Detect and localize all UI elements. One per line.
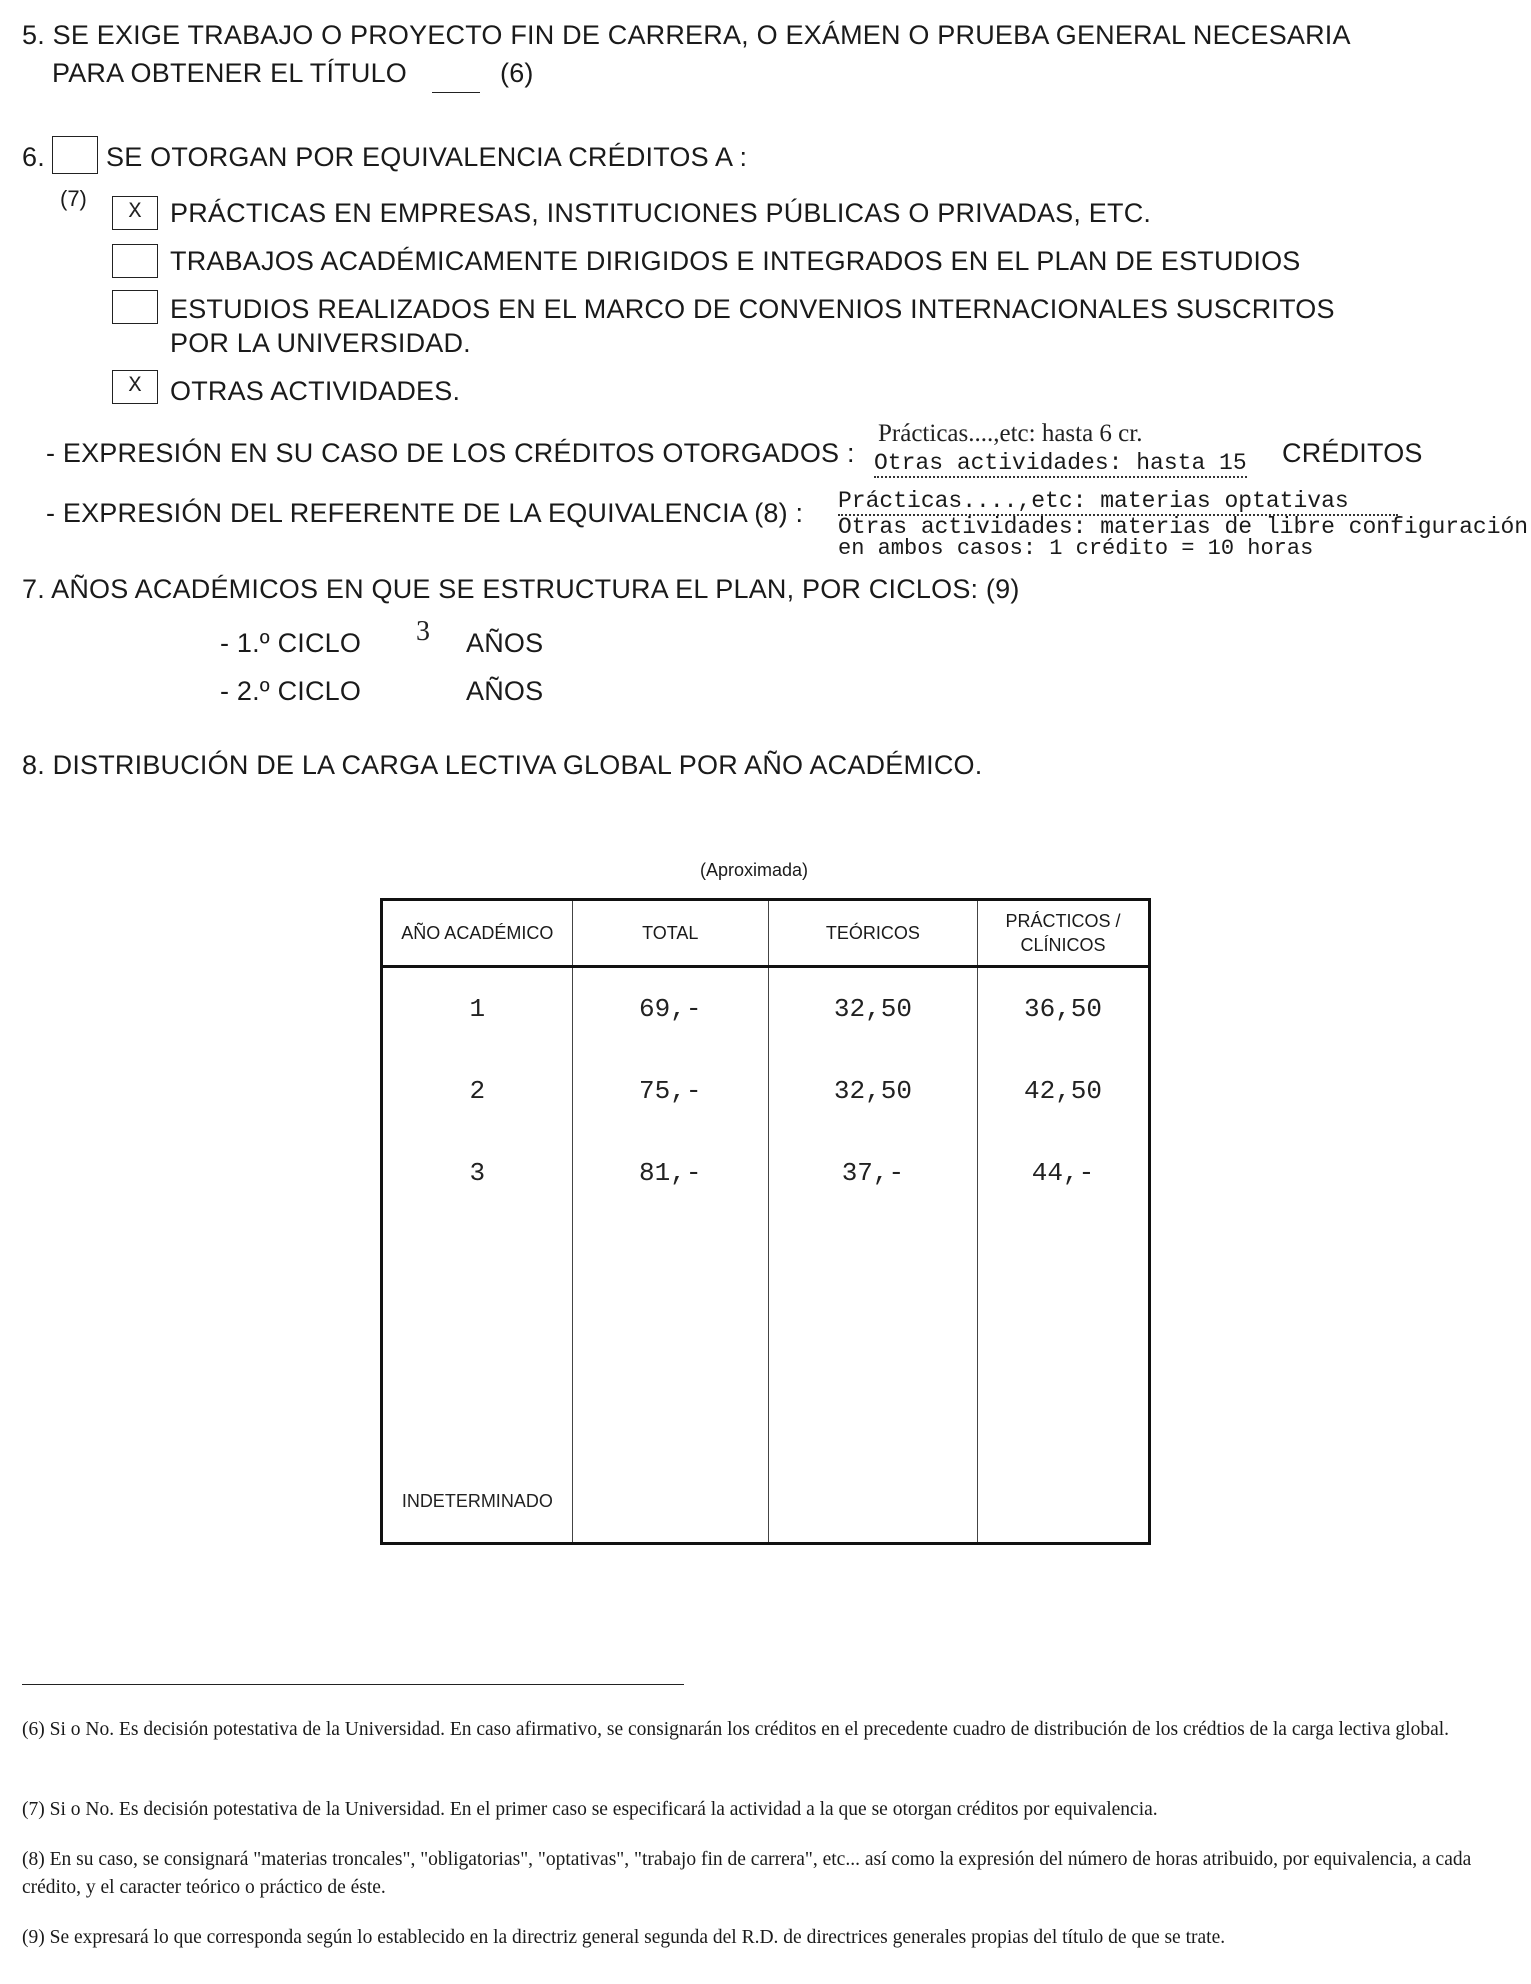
cell-ano <box>382 1378 573 1460</box>
cell-ano: 2 <box>382 1050 573 1132</box>
cell-practicos <box>977 1296 1149 1378</box>
expresion-creditos-label: - EXPRESIÓN EN SU CASO DE LOS CRÉDITOS OTORGADOS : <box>46 438 855 468</box>
table-row <box>382 1214 1150 1296</box>
ciclo-1-unit: AÑOS <box>466 628 544 658</box>
referente-value-3: en ambos casos: 1 crédito = 10 horas <box>838 536 1314 561</box>
cell-ano: 1 <box>382 967 573 1051</box>
cell-ano <box>382 1296 573 1378</box>
header-ano-academico: AÑO ACADÉMICO <box>382 900 573 967</box>
table-row <box>382 1132 1150 1214</box>
table-header-row <box>382 900 1150 967</box>
footnote-separator <box>22 1684 684 1685</box>
referente-value-1: Prácticas....,etc: materias optativas <box>838 488 1398 516</box>
section-8-title: 8. DISTRIBUCIÓN DE LA CARGA LECTIVA GLOBAL POR AÑO ACADÉMICO. <box>22 750 983 780</box>
header-practicos: PRÁCTICOS / CLÍNICOS <box>977 900 1149 967</box>
option-estudios-label: ESTUDIOS REALIZADOS EN EL MARCO DE CONVENIOS INTERNACIONALES SUSCRITOS <box>170 294 1335 324</box>
footnote-6: (6) Si o No. Es decisión potestativa de la Universidad. En caso afirmativo, se consignarán los créditos en el precedente cuadro de distribución de los crédtios de la carga lectiva global. <box>22 1719 1450 1740</box>
table-row <box>382 1050 1150 1132</box>
cell-practicos <box>977 1378 1149 1460</box>
section-7-title: 7. AÑOS ACADÉMICOS EN QUE SE ESTRUCTURA EL PLAN, POR CICLOS: (9) <box>22 574 1020 604</box>
header-total: TOTAL <box>572 900 768 967</box>
cell-practicos <box>977 1460 1149 1544</box>
option-trabajos-label: TRABAJOS ACADÉMICAMENTE DIRIGIDOS E INTEGRADOS EN EL PLAN DE ESTUDIOS <box>170 246 1301 276</box>
ciclo-2-unit: AÑOS <box>466 676 544 706</box>
cell-ano: 3 <box>382 1132 573 1214</box>
cell-teoricos: 32,50 <box>768 967 977 1051</box>
equivalencia-checkbox[interactable] <box>52 136 98 174</box>
creditos-value-1: Prácticas....,etc: hasta 6 cr. <box>878 420 1143 447</box>
otras-checkbox[interactable]: X <box>112 370 158 404</box>
cell-teoricos <box>768 1378 977 1460</box>
ciclo-1-value: 3 <box>416 616 430 647</box>
cell-total: 81,- <box>572 1132 768 1214</box>
ciclo-1-label: - 1.º CICLO <box>220 628 362 658</box>
expresion-referente-label: - EXPRESIÓN DEL REFERENTE DE LA EQUIVALENCIA (8) : <box>46 498 804 528</box>
cell-teoricos: 37,- <box>768 1132 977 1214</box>
table-row <box>382 1460 1150 1544</box>
cell-teoricos <box>768 1214 977 1296</box>
footnote-8: (8) En su caso, se consignará "materias troncales", "obligatorias", "optativas", "trabajo fin de carrera", etc... así como la expresión del número de horas atribuido, por equivalencia, a cada crédito, y el caracter teórico o práctico de éste. <box>22 1849 1472 1898</box>
section-5-ref: (6) <box>500 58 534 88</box>
table-row <box>382 1378 1150 1460</box>
cell-total <box>572 1460 768 1544</box>
estudios-checkbox[interactable] <box>112 290 158 324</box>
cell-teoricos <box>768 1296 977 1378</box>
cell-ano <box>382 1214 573 1296</box>
section-6-ref: (7) <box>60 186 87 211</box>
option-practicas-label: PRÁCTICAS EN EMPRESAS, INSTITUCIONES PÚBLICAS O PRIVADAS, ETC. <box>170 198 1152 228</box>
cell-practicos: 42,50 <box>1023 1076 1102 1106</box>
referente-value-2: Otras actividades: materias de libre configuración <box>838 514 1529 540</box>
cell-total <box>572 1214 768 1296</box>
practicas-checkbox[interactable]: X <box>112 196 158 230</box>
footnote-9: (9) Se expresará lo que corresponda según lo establecido en la directriz general segunda del R.D. de directrices generales propias del título de que se trate. <box>22 1927 1226 1948</box>
section-6-title: SE OTORGAN POR EQUIVALENCIA CRÉDITOS A : <box>106 142 748 172</box>
cell-ano: INDETERMINADO <box>382 1460 573 1544</box>
option-estudios-label-2: POR LA UNIVERSIDAD. <box>170 328 471 358</box>
option-otras-label: OTRAS ACTIVIDADES. <box>170 376 461 406</box>
footnote-7: (7) Si o No. Es decisión potestativa de la Universidad. En el primer caso se especificará la actividad a la que se otorgan créditos por equivalencia. <box>22 1799 1158 1820</box>
section-6-number: 6. <box>22 142 45 172</box>
section-5-line-1: 5. SE EXIGE TRABAJO O PROYECTO FIN DE CARRERA, O EXÁMEN O PRUEBA GENERAL NECESARIA <box>22 20 1351 50</box>
cell-teoricos <box>768 1460 977 1544</box>
section-5-line-2: PARA OBTENER EL TÍTULO <box>52 58 407 88</box>
table-row <box>382 1296 1150 1378</box>
cell-practicos <box>977 1214 1149 1296</box>
cell-total <box>572 1378 768 1460</box>
cell-total <box>572 1296 768 1378</box>
titulo-blank-field[interactable] <box>432 92 480 93</box>
cell-practicos: 44,- <box>1031 1158 1095 1188</box>
carga-lectiva-table <box>380 898 1151 1545</box>
creditos-suffix: CRÉDITOS <box>1282 438 1423 468</box>
trabajos-checkbox[interactable] <box>112 244 158 278</box>
table-caption: (Aproximada) <box>700 860 809 880</box>
ciclo-2-label: - 2.º CICLO <box>220 676 362 706</box>
cell-practicos: 36,50 <box>1023 994 1102 1024</box>
creditos-value-2: Otras actividades: hasta 15 <box>874 450 1247 476</box>
cell-total: 75,- <box>572 1050 768 1132</box>
cell-teoricos: 32,50 <box>768 1050 977 1132</box>
header-teoricos: TEÓRICOS <box>768 900 977 967</box>
cell-total: 69,- <box>572 967 768 1051</box>
table-row <box>382 967 1150 1051</box>
